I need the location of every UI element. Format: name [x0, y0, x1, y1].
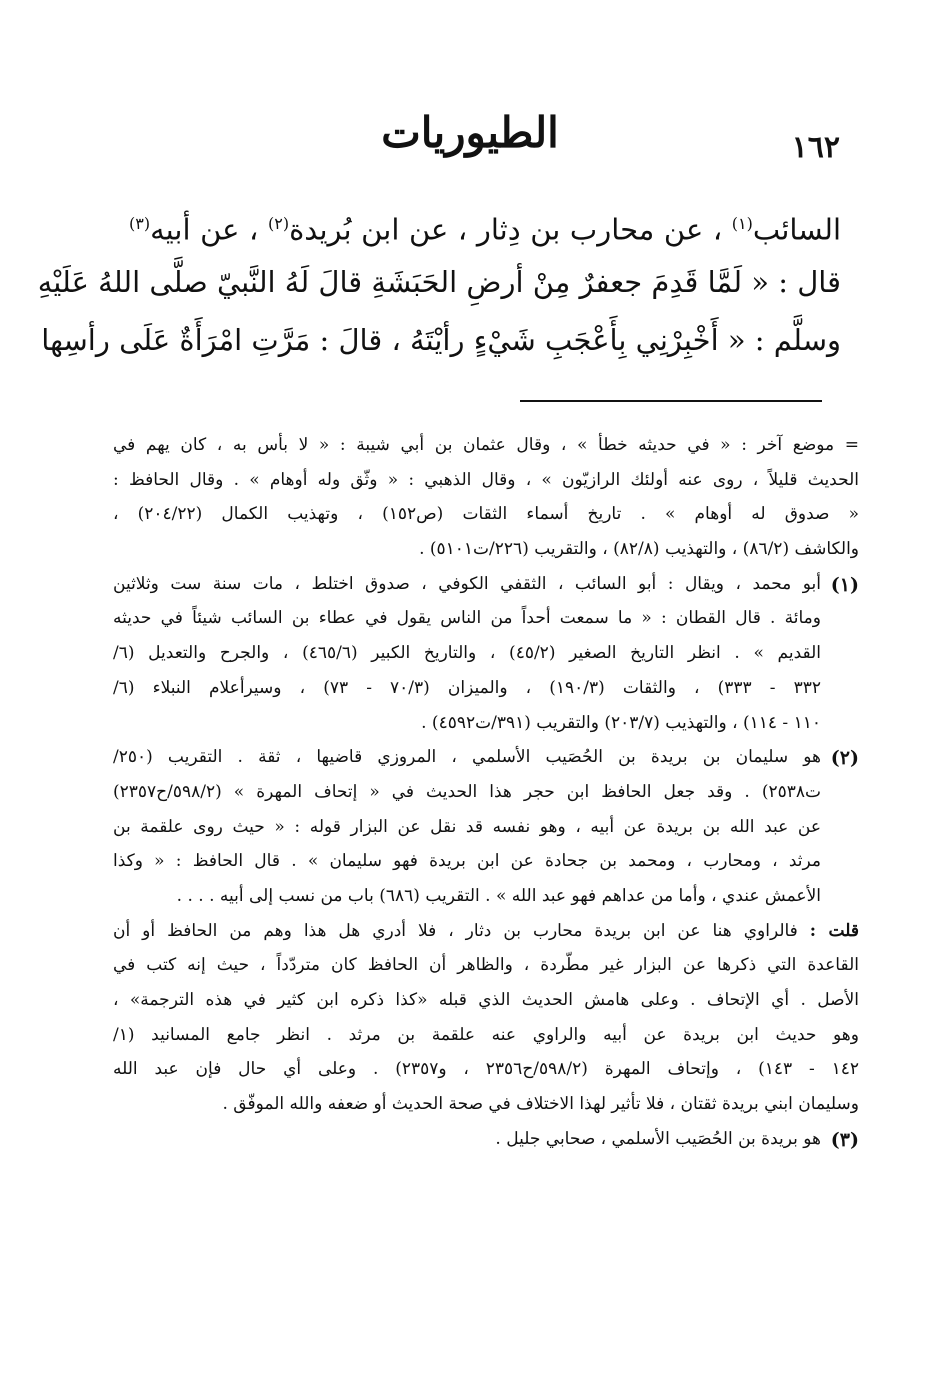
- footnote-number: (١): [830, 573, 859, 596]
- footnote-line: وهو حديث ابن بريدة عن أبيه والراوي عنه علقمة بن مرثد . انظر جامع المسانيد (١/: [113, 1024, 859, 1045]
- footnote-line: ١٤٢ - ١٤٣) ، وإتحاف المهرة (٥٩٨/٢/ح٢٣٥٦ ، و٢٣٥٧) . وعلى أي حال فإن عبد الله: [113, 1059, 859, 1080]
- page-number: ١٦٢: [791, 130, 840, 165]
- footnote-line: عن عبد الله بن بريدة عن أبيه ، وهو نفسه قد نقل عن البزار قوله : « حيث روى علقمة بن: [113, 816, 821, 837]
- footnote-line: « صدوق له أوهام » . تاريخ أسماء الثقات (ص١٥٢) ، وتهذيب الكمال (٢٠٤/٢٢) ،: [113, 504, 859, 525]
- footnote-line: أبو محمد ، ويقال : أبو السائب ، الثقفي الكوفي ، صدوق اختلط ، مات سنة ست وثلاثين: [113, 573, 821, 594]
- footnote-line: = موضع آخر : « في حديثه خطأ » ، وقال عثمان بن أبي شيبة : « لا بأس به ، كان يهم في: [113, 435, 859, 455]
- main-text-line: [37, 253, 841, 311]
- footnote-line: ١١٠ - ١١٤) ، والتهذيب (٢٠٣/٧) والتقريب (٣٩١/ت٤٥٩٢) .: [421, 712, 821, 733]
- footnote-line: القديم » . انظر التاريخ الصغير (٤٥/٢) ، والتاريخ الكبير (٤٦٥/٦) ، والجرح والتعديل (٦/: [113, 643, 821, 664]
- footnote-continuation: [113, 428, 859, 567]
- footnote-line: القاعدة التي ذكرها عن البزار غير مطّردة ، والظاهر أن الحافظ كان متردّداً ، حيث إنه كتب في: [113, 955, 859, 976]
- footnote-divider: [520, 400, 822, 402]
- main-text-line: [41, 311, 841, 369]
- footnote-line: الأعمش عندي ، وأما من عداهم فهو عبد الله » . التقريب (٦٨٦) باب من نسب إلى أبيه . . . .: [176, 885, 821, 906]
- footnote-line: الأصل . أي الإتحاف . وعلى هامش الحديث الذي قبله «كذا ذكره ابن كثير في هذه الترجمة» ،: [113, 990, 859, 1010]
- footnote-2: [113, 740, 859, 913]
- footnote-3: [113, 1122, 859, 1157]
- footnotes: [113, 428, 859, 1156]
- footnote-1: [113, 567, 859, 740]
- footnote-marker: (٢): [267, 214, 290, 233]
- author-comment: [113, 914, 859, 1122]
- footnote-number: (٢): [830, 747, 859, 770]
- footnote-line: ت٢٥٣٨) . وقد جعل الحافظ ابن حجر هذا الحديث في « إتحاف المهرة » (٥٩٨/٢/ح٢٣٥٧): [113, 781, 821, 802]
- comment-text: فالراوي هنا عن ابن بريدة محارب بن دثار ، فلا أدري هل هذا وهم من الحافظ أو أن: [113, 920, 810, 941]
- footnote-number: (٣): [830, 1128, 859, 1151]
- footnote-line: [113, 914, 859, 949]
- text-segment: وسلَّم : « أَخْبِرْنِي بِأَعْجَبِ شَيْءٍ رأيْتَهُ ، قالَ : مَرَّتِ امْرَأَةٌ عَلَى رأسِها: [41, 323, 841, 357]
- text-segment: السائب: [752, 212, 842, 247]
- footnote-line: ومائة . قال القطان : « ما سمعت أحداً من الناس يقول في عطاء بن السائب شيئاً في حديثه: [113, 608, 821, 629]
- footnote-line: هو سليمان بن بريدة بن الحُصَيب الأسلمي ، المروزي قاضيها ، ثقة . التقريب (٢٥٠/: [113, 747, 821, 768]
- footnote-line: هو بريدة بن الحُصَيب الأسلمي ، صحابي جليل .: [495, 1128, 821, 1149]
- footnote-line: الحديث قليلاً ، روى عنه أولئك الرازيّون » ، وقال الذهبي : « وثّق وله أوهام » . وقال الحافظ :: [113, 469, 859, 490]
- text-segment: ، عن محارب بن دِثار ، عن ابن بُريدة: [289, 212, 732, 247]
- footnote-line: مرثد ، ومحارب ، ومحمد بن جحادة عن ابن بريدة فهو سليمان » . قال الحافظ : « وكذا: [113, 851, 821, 872]
- running-title: الطيوريات: [381, 108, 559, 157]
- comment-label: قلت :: [809, 920, 859, 941]
- footnote-line: وسليمان ابني بريدة ثقتان ، فلا تأثير لهذا الاختلاف في صحة الحديث أو ضعفه والله الموفّق .: [222, 1094, 859, 1115]
- footnote-marker: (١): [731, 214, 753, 233]
- text-segment: ، عن أبيه: [150, 212, 268, 247]
- footnote-marker: (٣): [129, 214, 151, 233]
- footnote-line: ٣٣٢ - ٣٣٣) ، والثقات (١٩٠/٣) ، والميزان (٧٠/٣ - ٧٣) ، وسيرأعلام النبلاء (٦/: [113, 677, 821, 698]
- main-text: [37, 195, 842, 369]
- page-header: [100, 100, 840, 180]
- text-segment: قال : « لَمَّا قَدِمَ جعفرٌ مِنْ أرضِ الحَبَشَةِ قالَ لَهُ النَّبيّ صلَّى اللهُ عَلَيْهِ: [37, 265, 841, 299]
- footnote-line: والكاشف (٨٦/٢) ، والتهذيب (٨٢/٨) ، والتقريب (٢٢٦/ت٥١٠١) .: [419, 539, 859, 560]
- main-text-line: [129, 195, 841, 253]
